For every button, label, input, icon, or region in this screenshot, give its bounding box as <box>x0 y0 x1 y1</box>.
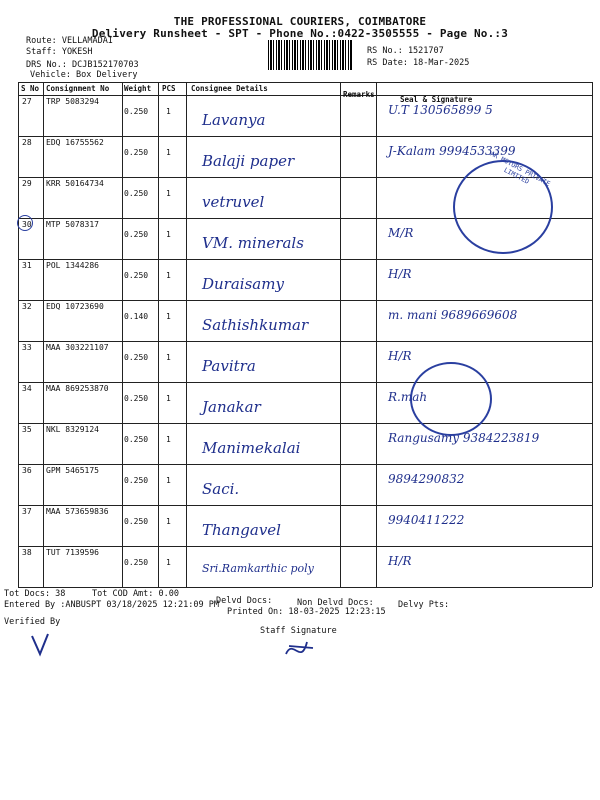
row-consignment: MTP 5078317 <box>46 220 99 229</box>
stamp-text: AK MOTORS PRIVATE LIMITED <box>488 149 552 188</box>
rs-number: RS No.: 1521707 <box>367 46 444 56</box>
row-consignee-handwritten: Sri.Ramkarthic poly <box>202 562 314 575</box>
table-row <box>18 95 592 136</box>
row-sno: 31 <box>22 261 32 270</box>
delivered-docs: Delvd Docs: <box>216 596 273 606</box>
row-consignee-handwritten: Pavitra <box>202 357 256 375</box>
row-pcs: 1 <box>166 271 171 280</box>
route: Route: VELLAMADAI <box>26 36 113 46</box>
row-consignment: TRP 5083294 <box>46 97 99 106</box>
row-sno: 36 <box>22 466 32 475</box>
row-sno: 33 <box>22 343 32 352</box>
row-signature-handwritten: U.T 130565899 5 <box>388 103 493 117</box>
row-pcs: 1 <box>166 189 171 198</box>
row-signature-handwritten: M/R <box>388 226 414 240</box>
row-consignee-handwritten: Sathishkumar <box>202 316 309 334</box>
row-weight: 0.250 <box>124 353 149 362</box>
row-pcs: 1 <box>166 558 171 567</box>
entered-by: Entered By :ANBUSPT 03/18/2025 12:21:09 PM <box>4 600 219 610</box>
row-signature-handwritten: m. mani 9689669608 <box>388 308 518 322</box>
row-pcs: 1 <box>166 394 171 403</box>
row-weight: 0.250 <box>124 394 149 403</box>
row-consignee-handwritten: vetruvel <box>202 193 265 211</box>
row-signature-handwritten: H/R <box>388 267 412 281</box>
row-sno: 30 <box>22 220 32 229</box>
col-remarks: Remarks <box>343 90 375 99</box>
verified-check-mark <box>28 630 58 658</box>
row-consignee-handwritten: Manimekalai <box>202 439 301 457</box>
row-weight: 0.250 <box>124 271 149 280</box>
row-weight: 0.250 <box>124 230 149 239</box>
row-pcs: 1 <box>166 148 171 157</box>
row-consignee-handwritten: Duraisamy <box>202 275 284 293</box>
row-weight: 0.250 <box>124 148 149 157</box>
row-pcs: 1 <box>166 435 171 444</box>
rs-date: RS Date: 18-Mar-2025 <box>367 58 470 68</box>
row-consignee-handwritten: Lavanya <box>202 111 266 129</box>
staff-signature-mark <box>283 636 317 662</box>
non-delivered-docs: Non Delvd Docs: <box>297 598 374 608</box>
row-consignment: TUT 7139596 <box>46 548 99 557</box>
table-row <box>18 382 592 423</box>
row-pcs: 1 <box>166 517 171 526</box>
col-consignment: Consignment No <box>46 84 110 93</box>
col-pcs: PCS <box>162 84 176 93</box>
table-row <box>18 341 592 382</box>
row-pcs: 1 <box>166 353 171 362</box>
col-sno: S No <box>21 84 40 93</box>
row-pcs: 1 <box>166 312 171 321</box>
row-consignment: MAA 573659836 <box>46 507 109 516</box>
row-sno: 29 <box>22 179 32 188</box>
stamp-2 <box>410 362 492 436</box>
col-seal-signature: Seal & Signature <box>400 95 473 104</box>
row-consignment: KRR 50164734 <box>46 179 104 188</box>
row-consignee-handwritten: VM. minerals <box>202 234 304 252</box>
row-weight: 0.250 <box>124 476 149 485</box>
row-consignee-handwritten: Thangavel <box>202 521 281 539</box>
row-weight: 0.250 <box>124 107 149 116</box>
row-consignment: POL 1344286 <box>46 261 99 270</box>
row-sno: 37 <box>22 507 32 516</box>
drs-number: DRS No.: DCJB152170703 <box>26 60 139 70</box>
row-weight: 0.250 <box>124 189 149 198</box>
row-consignment: GPM 5465175 <box>46 466 99 475</box>
row-sno: 34 <box>22 384 32 393</box>
circled-row-number <box>17 215 33 231</box>
table-row <box>18 300 592 341</box>
col-consignee: Consignee Details <box>191 84 268 93</box>
row-sno: 27 <box>22 97 32 106</box>
table-row <box>18 423 592 464</box>
grid-hline <box>18 587 592 588</box>
row-weight: 0.250 <box>124 435 149 444</box>
row-pcs: 1 <box>166 476 171 485</box>
staff: Staff: YOKESH <box>26 47 93 57</box>
row-pcs: 1 <box>166 107 171 116</box>
row-signature-handwritten: 9940411222 <box>388 513 465 527</box>
table-row <box>18 259 592 300</box>
printed-on: Printed On: 18-03-2025 12:23:15 <box>227 607 386 617</box>
row-signature-handwritten: 9894290832 <box>388 472 465 486</box>
runsheet-title: Delivery Runsheet - SPT - Phone No.:0422-3505555 - Page No.:3 <box>91 27 509 40</box>
staff-signature-label: Staff Signature <box>260 626 337 636</box>
total-cod: Tot COD Amt: 0.00 <box>92 589 179 599</box>
grid-hline <box>18 82 592 83</box>
row-consignment: NKL 8329124 <box>46 425 99 434</box>
row-sno: 32 <box>22 302 32 311</box>
row-consignee-handwritten: Balaji paper <box>202 152 295 170</box>
row-sno: 35 <box>22 425 32 434</box>
row-signature-handwritten: H/R <box>388 554 412 568</box>
barcode <box>268 40 352 70</box>
row-pcs: 1 <box>166 230 171 239</box>
verified-by: Verified By <box>4 617 61 627</box>
row-signature-handwritten: H/R <box>388 349 412 363</box>
row-consignment: MAA 869253870 <box>46 384 109 393</box>
row-sno: 38 <box>22 548 32 557</box>
row-signature-handwritten: R.mah <box>388 390 428 404</box>
row-consignment: EDQ 16755562 <box>46 138 104 147</box>
grid-vline <box>592 82 593 587</box>
row-consignee-handwritten: Janakar <box>202 398 261 416</box>
row-signature-handwritten: Rangusamy 9384223819 <box>388 431 540 445</box>
table-row <box>18 464 592 505</box>
delivery-points: Delvy Pts: <box>398 600 450 610</box>
row-consignment: MAA 303221107 <box>46 343 109 352</box>
row-consignment: EDQ 10723690 <box>46 302 104 311</box>
company-name: THE PROFESSIONAL COURIERS, COIMBATORE <box>173 15 427 28</box>
row-consignee-handwritten: Saci. <box>202 480 240 498</box>
row-weight: 0.250 <box>124 517 149 526</box>
total-docs: Tot Docs: 38 <box>4 589 66 599</box>
row-weight: 0.140 <box>124 312 149 321</box>
row-sno: 28 <box>22 138 32 147</box>
table-row <box>18 546 592 587</box>
vehicle: Vehicle: Box Delivery <box>30 70 138 80</box>
col-weight: Weight <box>124 84 152 93</box>
row-signature-handwritten: J-Kalam 9994533399 <box>388 144 516 158</box>
row-weight: 0.250 <box>124 558 149 567</box>
table-row <box>18 505 592 546</box>
